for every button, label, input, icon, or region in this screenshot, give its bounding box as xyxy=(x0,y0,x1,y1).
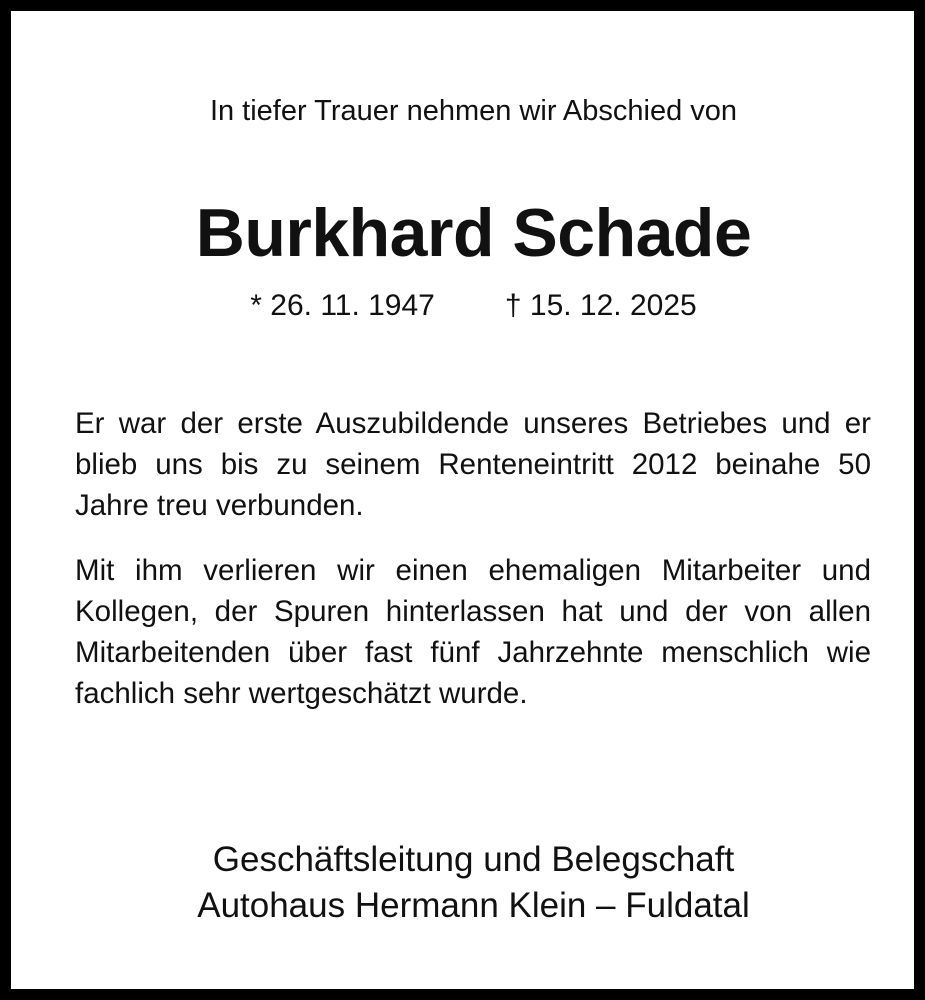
deceased-name: Burkhard Schade xyxy=(195,195,752,271)
signature-block xyxy=(11,837,925,929)
intro-text: In tiefer Trauer nehmen wir Abschied von xyxy=(209,95,738,127)
death-date: † 15. 12. 2025 xyxy=(504,289,697,322)
signature-line-1: Geschäftsleitung und Belegschaft xyxy=(212,840,735,879)
paragraph-tribute: Mit ihm verlieren wir einen ehemaligen Mitarbeiter und Kollegen, der Spuren hinterlassen hat und der von allen Mitarbeitenden über fast fünf Jahrzehnte menschlich wie fachlich sehr wertgeschätzt wurde. xyxy=(75,554,871,710)
life-dates xyxy=(11,288,925,324)
signature-line-2: Autohaus Hermann Klein – Fuldatal xyxy=(197,886,750,925)
paragraph-tenure: Er war der erste Auszubildende unseres Betriebes und er blieb uns bis zu seinem Renteneintritt 2012 beinahe 50 Jahre treu verbunden. xyxy=(75,407,871,522)
birth-date: * 26. 11. 1947 xyxy=(250,289,435,322)
